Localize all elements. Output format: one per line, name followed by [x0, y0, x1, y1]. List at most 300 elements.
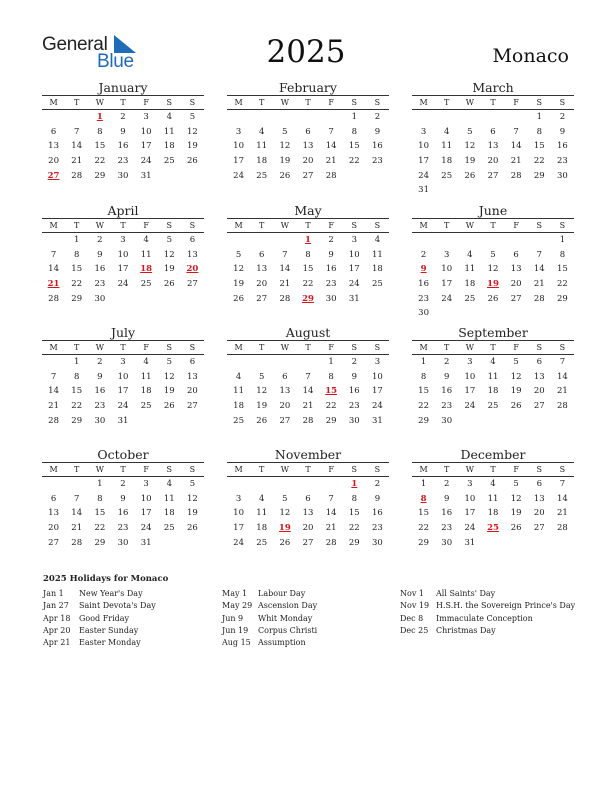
weekday-header-row — [412, 462, 574, 477]
day-cell: 3 — [235, 126, 242, 137]
day-cell: 27 — [256, 293, 268, 304]
day-cell: 15 — [418, 508, 429, 519]
day-cell: 28 — [557, 401, 568, 412]
month-0 — [42, 80, 204, 183]
day-cell: 16 — [94, 386, 106, 397]
weekday-header: T — [305, 98, 311, 107]
day-cell: 8 — [328, 371, 334, 382]
weekday-header: S — [374, 221, 381, 230]
weekday-header: W — [95, 465, 104, 474]
weekday-header-row — [227, 218, 389, 233]
day-cell: 21 — [48, 401, 59, 412]
day-cell: 20 — [187, 386, 198, 397]
weekday-header: T — [490, 98, 496, 107]
day-cell: 3 — [143, 112, 149, 122]
day-cell: 4 — [444, 126, 450, 137]
month-1 — [227, 80, 389, 183]
holiday-date: Jun 9 — [222, 613, 244, 623]
day-cell: 9 — [120, 126, 126, 137]
day-cell: 13 — [256, 264, 268, 275]
day-cell: 7 — [559, 479, 566, 489]
weekday-header: S — [351, 343, 358, 352]
day-grid — [412, 110, 574, 198]
day-cell: 31 — [117, 415, 129, 426]
day-cell: 26 — [279, 537, 291, 548]
day-cell: 3 — [120, 235, 126, 245]
day-cell: 11 — [140, 249, 152, 260]
weekday-header: F — [513, 98, 519, 107]
day-blank — [42, 355, 65, 370]
weekday-header: T — [444, 221, 450, 230]
day-cell: 28 — [557, 523, 568, 534]
day-cell: 7 — [328, 493, 334, 504]
weekday-header: T — [259, 221, 265, 230]
day-cell: 22 — [94, 523, 106, 534]
holiday-date: May 29 — [222, 601, 253, 611]
day-cell: 18 — [256, 156, 268, 167]
day-cell: 19 — [464, 156, 476, 167]
month-11 — [412, 447, 574, 550]
day-cell: 14 — [325, 508, 337, 519]
weekday-header: T — [120, 221, 126, 230]
day-cell: 9 — [444, 493, 450, 504]
day-cell: 15 — [71, 386, 83, 397]
day-cell: 3 — [120, 357, 126, 367]
holiday-row — [400, 588, 575, 600]
day-cell: 12 — [233, 264, 244, 275]
holiday-name: All Saints' Day — [436, 589, 496, 598]
holiday-name: Saint Devota's Day — [79, 601, 156, 611]
day-cell: 21 — [71, 156, 83, 167]
day-grid — [412, 477, 574, 550]
day-blank — [435, 110, 458, 125]
weekday-header: M — [234, 465, 243, 474]
day-cell: 10 — [372, 371, 383, 382]
day-cell: 20 — [487, 156, 499, 167]
weekday-header: S — [536, 221, 543, 230]
day-blank — [412, 233, 435, 248]
day-cell: 31 — [464, 537, 476, 548]
day-cell: 24 — [233, 170, 244, 181]
day-cell: 16 — [94, 264, 106, 275]
holiday-date: May 1 — [222, 589, 248, 598]
day-cell: 4 — [259, 126, 265, 137]
weekday-header-row — [227, 462, 389, 477]
weekday-header: W — [280, 221, 289, 230]
day-cell: 28 — [325, 170, 337, 181]
day-cell: 16 — [348, 386, 360, 397]
day-cell: 24 — [372, 401, 383, 412]
day-blank — [227, 355, 250, 370]
day-cell: 23 — [557, 156, 568, 167]
day-cell: 7 — [328, 126, 334, 137]
day-cell: 30 — [325, 293, 337, 304]
holiday-date: Dec 25 — [400, 625, 429, 635]
day-cell: 30 — [117, 170, 129, 181]
day-cell: 24 — [140, 523, 152, 534]
holiday-day-cell: 20 — [186, 264, 199, 275]
day-cell: 14 — [48, 386, 59, 397]
weekday-header: M — [234, 343, 243, 352]
day-cell: 26 — [163, 401, 175, 412]
weekday-header: T — [444, 465, 450, 474]
day-cell: 25 — [140, 401, 152, 412]
day-cell: 18 — [372, 264, 383, 275]
month-7 — [227, 325, 389, 428]
day-cell: 14 — [557, 371, 568, 382]
day-cell: 16 — [117, 141, 129, 152]
day-cell: 28 — [533, 293, 545, 304]
holiday-day-cell: 1 — [96, 112, 103, 122]
holiday-row — [222, 588, 317, 600]
day-cell: 21 — [557, 386, 568, 397]
day-cell: 22 — [418, 523, 429, 534]
day-cell: 28 — [71, 537, 83, 548]
day-cell: 14 — [302, 386, 314, 397]
holiday-row — [400, 613, 575, 625]
day-cell: 23 — [94, 279, 106, 290]
day-cell: 19 — [279, 156, 291, 167]
day-cell: 3 — [235, 493, 242, 504]
day-cell: 28 — [302, 415, 314, 426]
day-cell: 8 — [305, 249, 311, 260]
day-cell: 23 — [441, 401, 453, 412]
day-blank — [296, 355, 319, 370]
day-cell: 1 — [536, 112, 542, 122]
day-cell: 6 — [189, 357, 196, 367]
day-cell: 10 — [117, 249, 129, 260]
day-cell: 25 — [233, 415, 244, 426]
month-name: August — [285, 325, 331, 340]
holiday-column — [222, 588, 317, 649]
day-cell: 19 — [187, 508, 198, 519]
month-name: October — [97, 447, 149, 462]
day-cell: 22 — [302, 279, 314, 290]
day-cell: 24 — [140, 156, 152, 167]
day-cell: 16 — [557, 141, 568, 152]
day-cell: 30 — [348, 415, 360, 426]
day-cell: 27 — [533, 523, 545, 534]
day-cell: 1 — [74, 235, 80, 245]
day-cell: 7 — [513, 126, 519, 137]
day-blank — [250, 477, 273, 492]
month-name: May — [294, 203, 322, 218]
weekday-header: T — [444, 98, 450, 107]
weekday-header: S — [536, 98, 543, 107]
weekday-header: F — [143, 343, 149, 352]
weekday-header: T — [259, 343, 265, 352]
day-blank — [458, 110, 481, 125]
day-blank — [296, 110, 319, 125]
holiday-name: Christmas Day — [436, 625, 496, 635]
weekday-header: F — [513, 221, 519, 230]
holiday-date: Apr 20 — [43, 625, 71, 635]
day-cell: 10 — [464, 493, 476, 504]
day-cell: 13 — [533, 493, 545, 504]
day-cell: 10 — [441, 264, 453, 275]
day-cell: 6 — [513, 249, 519, 260]
weekday-header: T — [120, 343, 126, 352]
day-cell: 1 — [420, 357, 427, 367]
weekday-header-row — [42, 218, 204, 233]
day-cell: 7 — [74, 493, 80, 504]
day-cell: 26 — [233, 293, 244, 304]
weekday-header: F — [328, 343, 334, 352]
day-cell: 16 — [372, 141, 383, 152]
weekday-header-row — [227, 340, 389, 355]
day-cell: 13 — [302, 141, 314, 152]
day-cell: 2 — [97, 357, 103, 367]
day-cell: 2 — [444, 357, 450, 367]
day-cell: 1 — [97, 479, 103, 489]
country-name: Monaco — [492, 45, 569, 67]
day-cell: 11 — [487, 371, 499, 382]
day-cell: 18 — [464, 279, 476, 290]
day-blank — [481, 110, 504, 125]
day-cell: 10 — [140, 493, 152, 504]
day-cell: 25 — [464, 293, 476, 304]
day-blank — [250, 355, 273, 370]
day-cell: 8 — [97, 126, 103, 137]
holiday-day-cell: 8 — [420, 493, 427, 504]
holiday-day-cell: 29 — [302, 293, 314, 304]
holiday-row — [43, 600, 156, 612]
day-cell: 30 — [94, 415, 106, 426]
day-cell: 19 — [233, 279, 244, 290]
holiday-name: Easter Sunday — [79, 625, 139, 635]
month-name: April — [107, 203, 139, 218]
day-cell: 15 — [533, 141, 545, 152]
holiday-day-cell: 25 — [487, 523, 499, 534]
day-cell: 5 — [490, 249, 496, 260]
weekday-header: S — [189, 221, 196, 230]
day-cell: 27 — [302, 170, 314, 181]
holiday-row — [222, 613, 317, 625]
day-cell: 12 — [510, 493, 522, 504]
day-cell: 8 — [559, 249, 566, 260]
day-cell: 26 — [487, 293, 499, 304]
day-cell: 23 — [348, 401, 360, 412]
day-cell: 3 — [444, 249, 450, 260]
day-cell: 27 — [487, 170, 499, 181]
day-cell: 20 — [279, 401, 291, 412]
weekday-header: M — [419, 221, 428, 230]
weekday-header: W — [465, 465, 474, 474]
day-cell: 16 — [441, 508, 453, 519]
day-cell: 11 — [163, 493, 175, 504]
holiday-row — [222, 625, 317, 637]
weekday-header: F — [328, 98, 334, 107]
day-cell: 5 — [467, 126, 473, 137]
day-cell: 13 — [533, 371, 545, 382]
holiday-row — [43, 588, 156, 600]
holiday-date: Jun 19 — [222, 625, 249, 635]
day-cell: 5 — [282, 493, 288, 504]
day-cell: 26 — [510, 523, 522, 534]
day-cell: 20 — [48, 156, 59, 167]
day-cell: 15 — [71, 264, 83, 275]
day-cell: 17 — [117, 386, 129, 397]
month-9 — [42, 447, 204, 550]
day-cell: 26 — [187, 156, 198, 167]
day-cell: 18 — [233, 401, 244, 412]
day-cell: 26 — [279, 170, 291, 181]
day-cell: 13 — [487, 141, 499, 152]
weekday-header: S — [166, 465, 173, 474]
weekday-header: T — [444, 343, 450, 352]
weekday-header: W — [280, 98, 289, 107]
day-cell: 9 — [328, 249, 334, 260]
day-blank — [273, 355, 296, 370]
day-cell: 25 — [163, 523, 175, 534]
holiday-row — [222, 600, 317, 612]
day-cell: 15 — [557, 264, 568, 275]
day-cell: 14 — [71, 141, 83, 152]
day-cell: 4 — [235, 371, 242, 382]
day-cell: 20 — [256, 279, 268, 290]
day-cell: 31 — [348, 293, 360, 304]
day-cell: 12 — [279, 141, 291, 152]
day-cell: 18 — [487, 508, 499, 519]
day-cell: 6 — [259, 249, 265, 260]
day-grid — [227, 355, 389, 428]
day-cell: 30 — [441, 415, 453, 426]
day-cell: 16 — [372, 508, 383, 519]
weekday-header: W — [465, 221, 474, 230]
holiday-name: Immaculate Conception — [436, 613, 533, 623]
day-cell: 5 — [513, 357, 519, 367]
day-cell: 29 — [71, 293, 83, 304]
day-cell: 6 — [189, 235, 196, 245]
day-cell: 9 — [351, 371, 357, 382]
day-cell: 13 — [302, 508, 314, 519]
holiday-date: Nov 1 — [400, 589, 424, 598]
day-cell: 6 — [490, 126, 496, 137]
day-cell: 14 — [279, 264, 291, 275]
day-cell: 4 — [490, 357, 496, 367]
day-cell: 22 — [348, 156, 360, 167]
day-cell: 5 — [259, 371, 265, 382]
day-cell: 3 — [467, 357, 473, 367]
day-cell: 19 — [187, 141, 198, 152]
day-cell: 16 — [325, 264, 337, 275]
day-cell: 31 — [418, 185, 429, 196]
weekday-header: T — [305, 343, 311, 352]
day-cell: 15 — [94, 141, 106, 152]
holiday-day-cell: 1 — [305, 235, 311, 245]
day-cell: 5 — [166, 235, 172, 245]
weekday-header: T — [120, 98, 126, 107]
day-cell: 9 — [559, 126, 566, 137]
day-cell: 25 — [372, 279, 383, 290]
holiday-row — [400, 625, 575, 637]
month-name: March — [472, 80, 514, 95]
holiday-row — [222, 637, 317, 649]
day-cell: 20 — [533, 508, 545, 519]
weekday-header: S — [189, 98, 196, 107]
day-cell: 7 — [559, 357, 566, 367]
day-cell: 3 — [143, 479, 149, 489]
day-cell: 25 — [256, 170, 268, 181]
holiday-column — [400, 588, 575, 637]
day-cell: 22 — [94, 156, 106, 167]
holiday-name: Easter Monday — [79, 638, 141, 648]
day-cell: 23 — [441, 523, 453, 534]
day-cell: 17 — [233, 156, 244, 167]
weekday-header-row — [42, 340, 204, 355]
day-cell: 2 — [351, 357, 357, 367]
weekday-header-row — [412, 95, 574, 110]
day-cell: 14 — [71, 508, 83, 519]
month-name: February — [279, 80, 337, 95]
day-cell: 22 — [325, 401, 337, 412]
weekday-header: T — [74, 98, 80, 107]
day-cell: 23 — [94, 401, 106, 412]
day-blank — [458, 233, 481, 248]
weekday-header: T — [490, 465, 496, 474]
day-cell: 26 — [256, 415, 268, 426]
day-cell: 11 — [441, 141, 453, 152]
weekday-header: M — [419, 465, 428, 474]
day-cell: 2 — [97, 235, 103, 245]
day-grid — [227, 477, 389, 550]
month-10 — [227, 447, 389, 550]
holiday-name: H.S.H. the Sovereign Prince's Day — [436, 601, 576, 611]
day-cell: 9 — [97, 371, 103, 382]
day-cell: 10 — [233, 141, 244, 152]
day-cell: 21 — [279, 279, 291, 290]
weekday-header: W — [465, 343, 474, 352]
day-cell: 24 — [117, 401, 129, 412]
day-cell: 10 — [140, 126, 152, 137]
day-cell: 11 — [464, 264, 476, 275]
weekday-header-row — [412, 218, 574, 233]
day-blank — [227, 110, 250, 125]
day-cell: 7 — [536, 249, 542, 260]
holiday-day-cell: 15 — [325, 386, 338, 397]
day-cell: 2 — [374, 112, 381, 122]
day-cell: 4 — [259, 493, 265, 504]
day-cell: 31 — [140, 537, 152, 548]
day-cell: 1 — [74, 357, 80, 367]
weekday-header: S — [536, 343, 543, 352]
holiday-row — [400, 600, 575, 612]
weekday-header: M — [49, 221, 58, 230]
day-cell: 25 — [487, 401, 499, 412]
day-cell: 15 — [348, 508, 360, 519]
weekday-header: S — [351, 465, 358, 474]
weekday-header: S — [351, 98, 358, 107]
day-cell: 27 — [48, 537, 59, 548]
day-cell: 2 — [120, 479, 126, 489]
day-cell: 6 — [305, 493, 311, 504]
holiday-date: Nov 19 — [400, 601, 430, 611]
day-cell: 14 — [533, 264, 545, 275]
day-cell: 3 — [420, 126, 427, 137]
day-cell: 14 — [325, 141, 337, 152]
day-cell: 20 — [533, 386, 545, 397]
day-blank — [273, 110, 296, 125]
weekday-header: F — [143, 221, 149, 230]
day-blank — [320, 477, 343, 492]
day-cell: 15 — [418, 386, 429, 397]
day-cell: 17 — [372, 386, 383, 397]
day-cell: 22 — [71, 279, 83, 290]
day-cell: 6 — [536, 479, 542, 489]
day-cell: 5 — [235, 249, 242, 260]
day-cell: 26 — [163, 279, 175, 290]
day-cell: 24 — [233, 537, 244, 548]
